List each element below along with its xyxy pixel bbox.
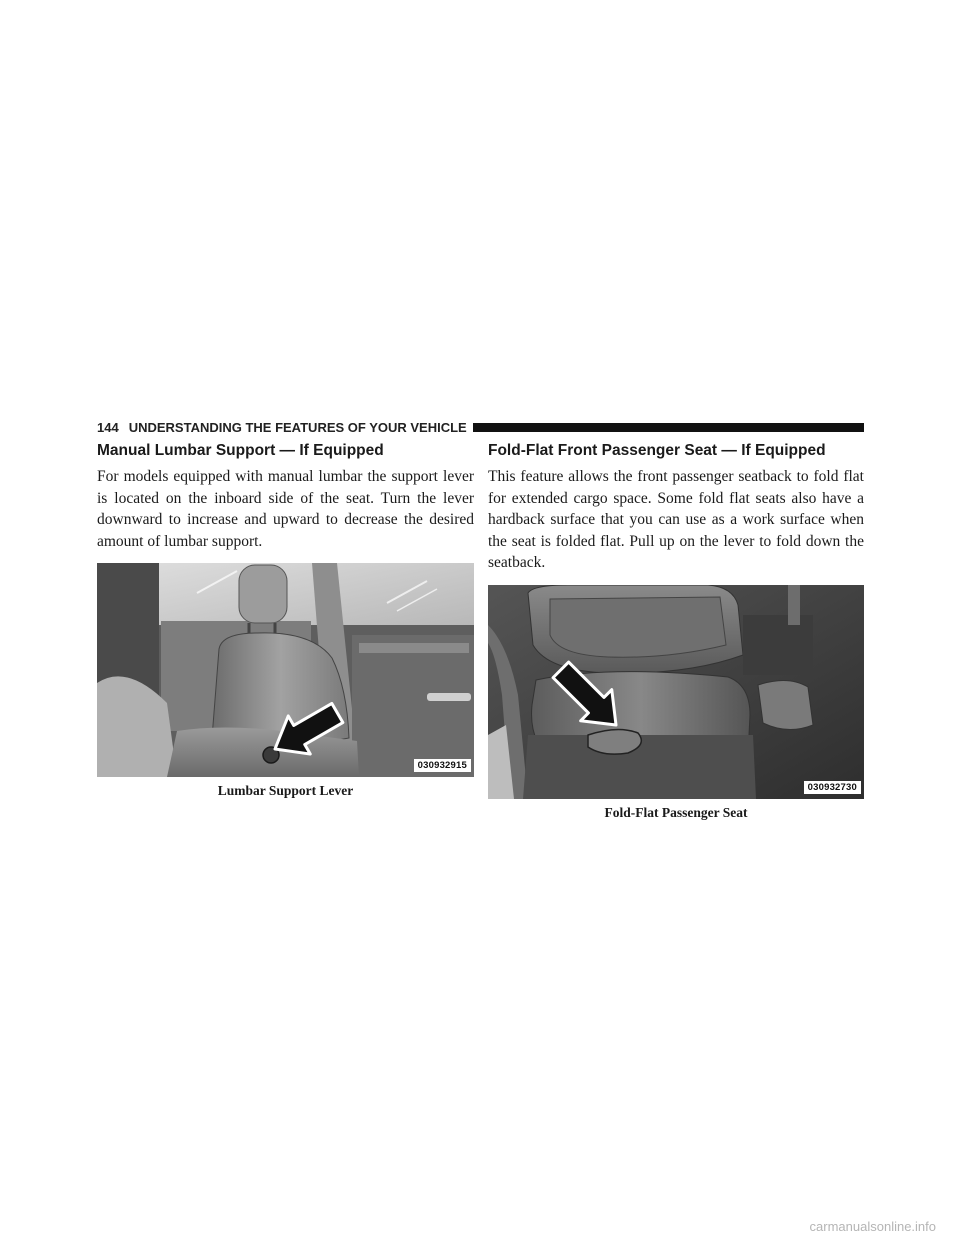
header-rule — [473, 423, 864, 432]
fold-flat-caption: Fold-Flat Passenger Seat — [604, 804, 748, 820]
page-number: 144 — [97, 419, 119, 435]
fold-flat-body-text: This feature allows the front passenger seatback to fold flat for extended cargo space. Some fold flat seats also have a hardback surface that you can use as a work surface when the seat is folded flat. Pull up on the lever to fold down the seatback. — [488, 468, 864, 572]
page-header — [97, 418, 864, 436]
lumbar-heading: Manual Lumbar Support — If Equipped — [97, 442, 384, 459]
fold-flat-figure — [488, 585, 864, 799]
fold-flat-section — [488, 442, 864, 821]
chapter-title: UNDERSTANDING THE FEATURES OF YOUR VEHICLE — [128, 419, 467, 435]
fold-flat-seat-illustration — [488, 585, 864, 799]
fold-flat-heading: Fold-Flat Front Passenger Seat — If Equipped — [488, 442, 826, 459]
lumbar-figure — [97, 563, 474, 777]
lumbar-body-text: For models equipped with manual lumbar the support lever is located on the inboard side of the seat. Turn the lever downward to increase and upward to decrease the desired amount of lumbar support. — [97, 468, 474, 550]
fold-flat-figure-code: 030932730 — [804, 781, 861, 794]
lumbar-caption: Lumbar Support Lever — [217, 783, 354, 799]
lumbar-figure-code: 030932915 — [414, 759, 471, 772]
lumbar-seat-illustration — [97, 563, 474, 777]
watermark: carmanualsonline.info — [809, 1219, 936, 1234]
lumbar-support-section — [97, 442, 474, 799]
